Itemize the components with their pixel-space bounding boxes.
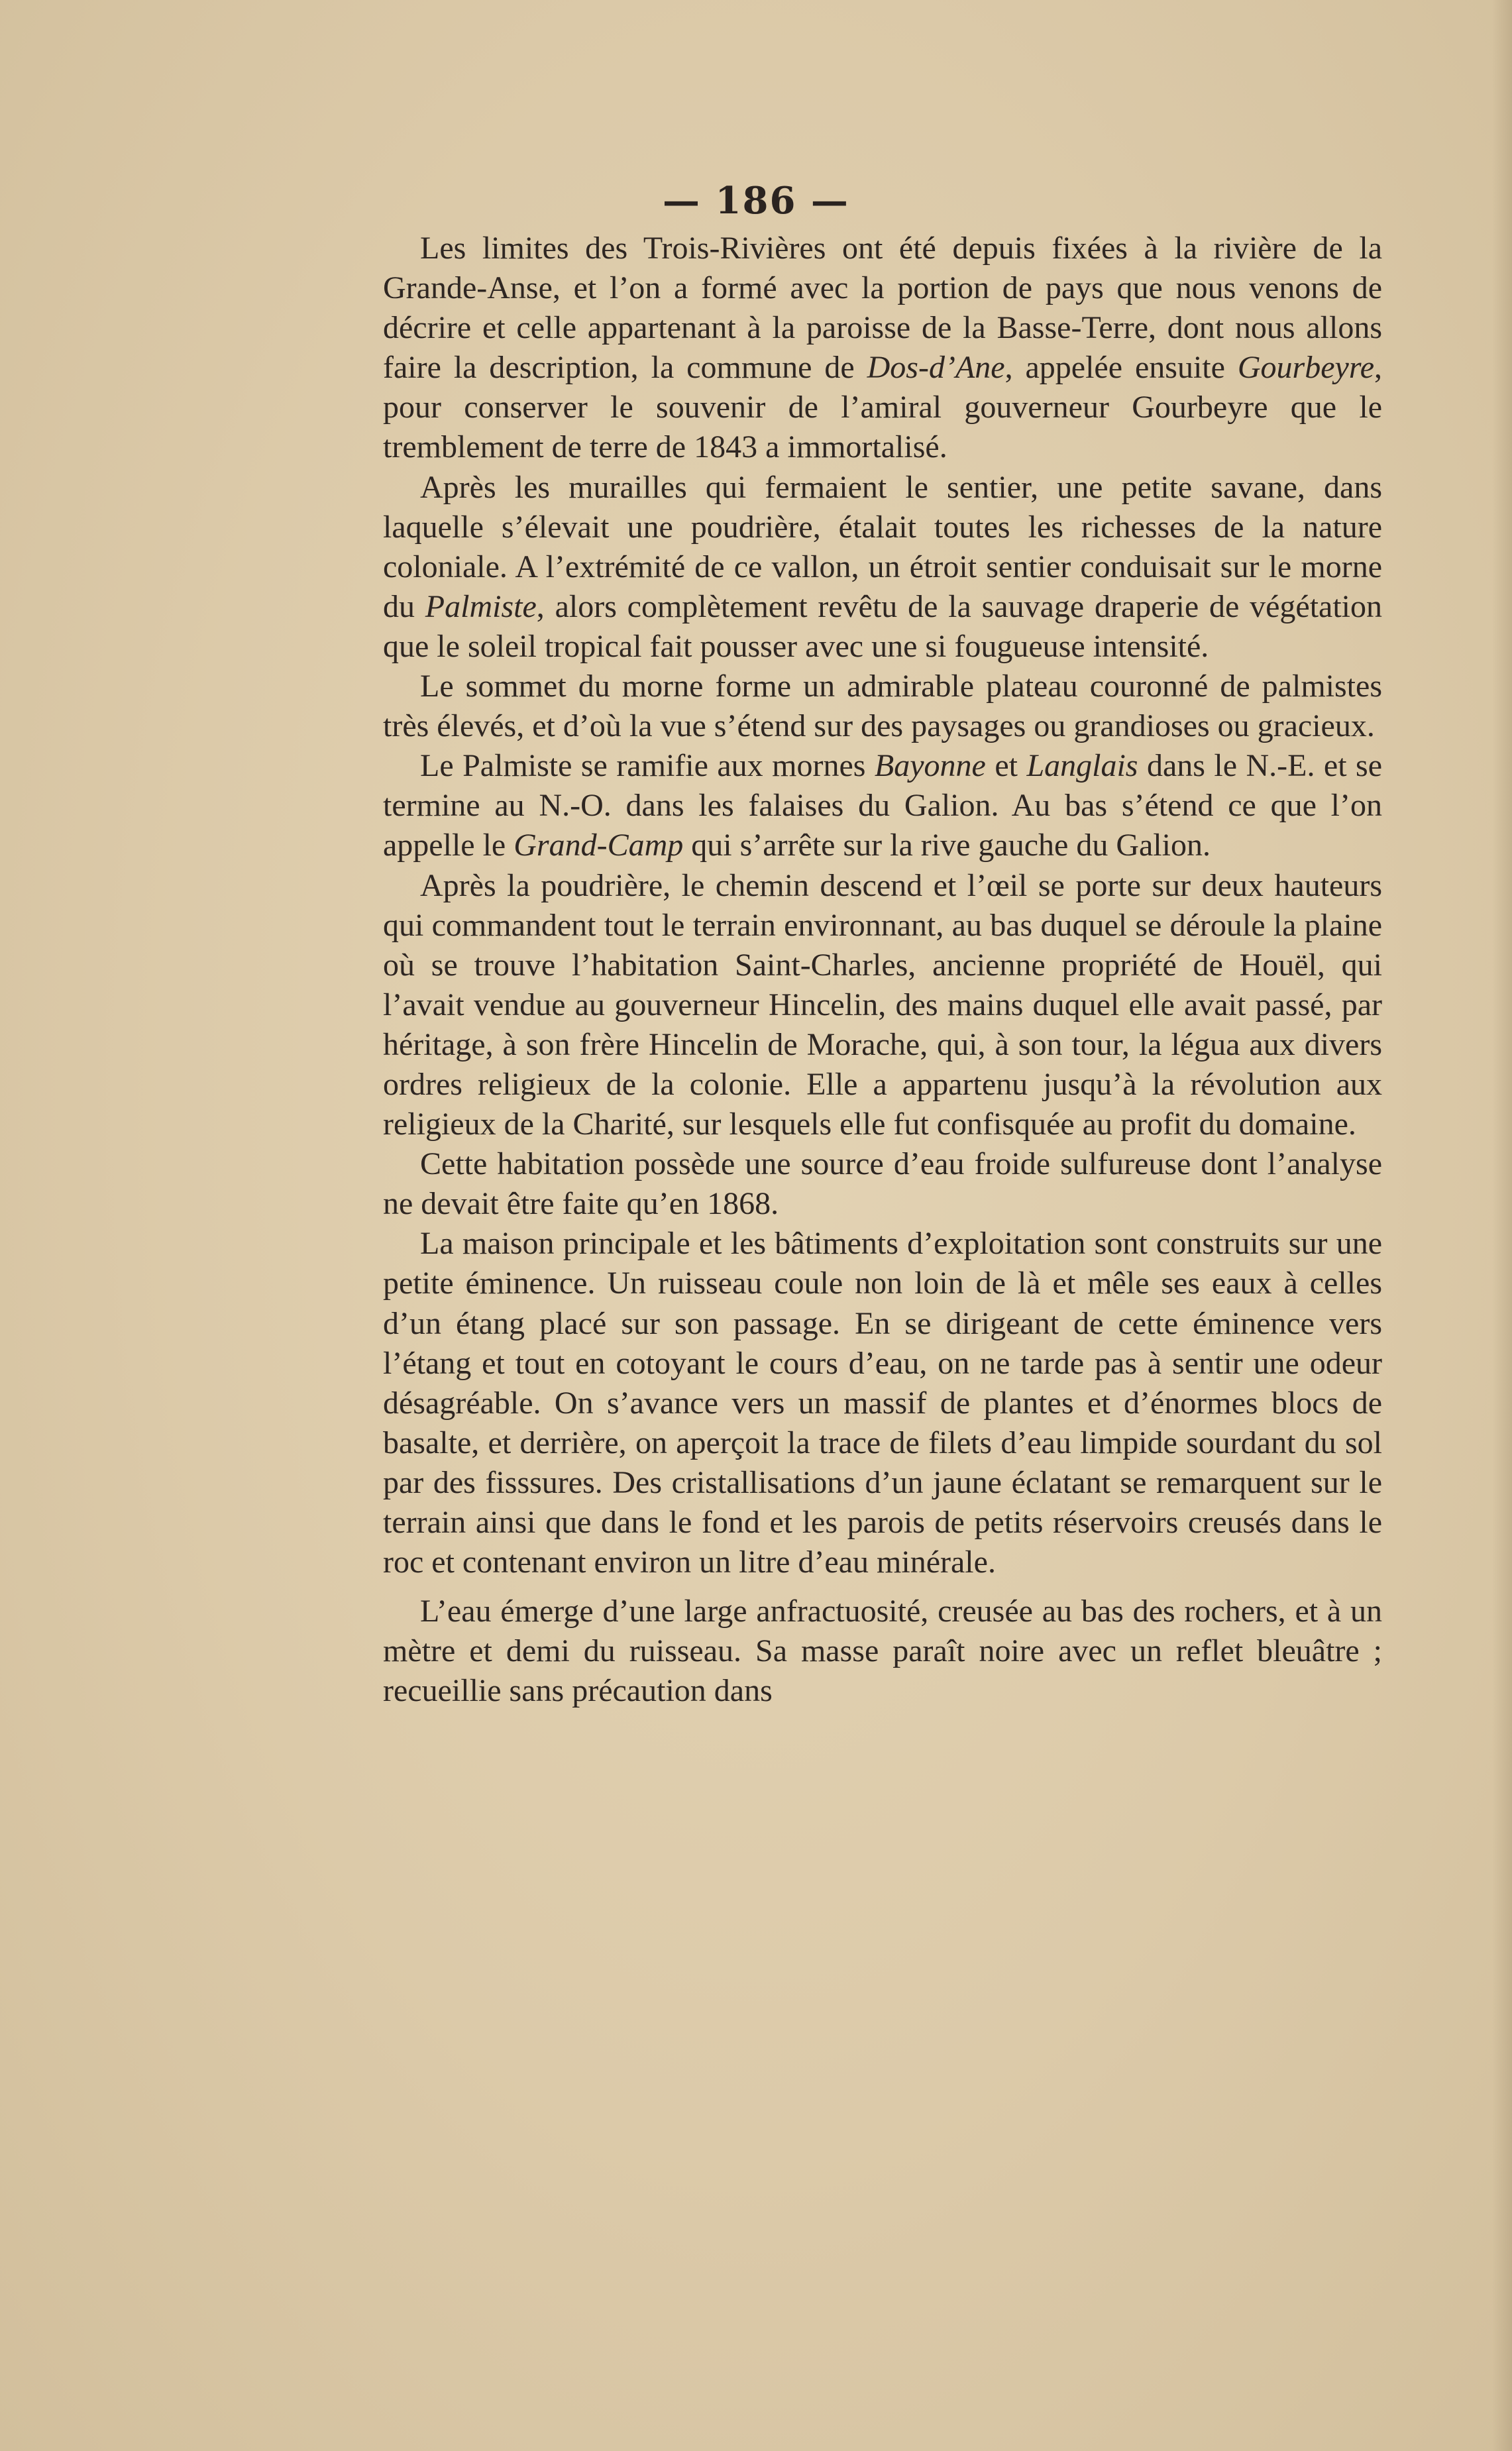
text-run: dans le N.-E. et se termine au N.-O. dans les falaises du Galion. Au bas s’étend ce que l’on appelle le [383,748,1383,863]
italic-term: Grand-Camp [513,828,684,863]
text-run: Cette habitation possède une source d’eau froide sulfureuse dont l’analyse ne devait être faite qu’en 1868. [383,1146,1382,1222]
text-run: L’eau émerge d’une large anfractuosité, creusée au bas des rochers, et à un mètre et demi du ruisseau. Sa masse paraît noire avec un reflet bleuâtre ; recueillie sans précaution dans [383,1594,1382,1709]
text-run: Le sommet du morne forme un admirable plateau couronné de palmistes très élevés, et d’où la vue s’étend sur des paysages ou grandioses ou gracieux. [383,669,1382,744]
paragraph [383,229,1382,468]
paragraph [383,746,1382,865]
text-run: et [985,748,1027,784]
text-run: qui s’arrête sur la rive gauche du Galion. [683,828,1211,863]
paragraph [383,468,1382,667]
paragraph [383,1592,1382,1711]
italic-term: Bayonne [874,748,986,784]
paragraph [383,1224,1382,1582]
text-run: , pour conserver le souvenir de l’amiral gouverneur Gourbeyre que le tremblement de terre de 1843 a immortalisé. [383,350,1383,465]
text-run: Après les murailles qui fermaient le sentier, une petite savane, dans laquelle s’élevait une poudrière, étalait toutes les richesses de la nature coloniale. A l’extrémité de ce vallon, un étroit sentier conduisait sur le morne du [383,469,1382,624]
paragraph [383,667,1382,746]
text-run: La maison principale et les bâtiments d’exploitation sont construits sur une petite éminence. Un ruisseau coule non loin de là et mêle ses eaux à celles d’un étang placé sur son passage. En se dirigeant de cette éminence vers l’étang et tout en cotoyant le cours d’eau, on ne tarde pas à sentir une odeur désagréable. On s’avance vers un massif de plantes et d’énormes blocs de basalte, et derrière, on aperçoit la trace de filets d’eau limpide sourdant du sol par des fisssures. Des cristallisations d’un jaune éclatant se remarquent sur le terrain ainsi que dans le fond et les parois de petits réservoirs creusés dans le roc et contenant environ un litre d’eau minérale. [383,1226,1382,1580]
text-run: Après la poudrière, le chemin descend et l’œil se porte sur deux hauteurs qui commandent tout le terrain environnant, au bas duquel se déroule la plaine où se trouve l’habitation Saint-Charles, ancienne propriété de Houël, qui l’avait vendue au gouverneur Hincelin, des mains duquel elle avait passé, par héritage, à son frère Hincelin de Morache, qui, à son tour, la légua aux divers ordres religieux de la colonie. Elle a appartenu jusqu’à la révolution aux religieux de la Charité, sur lesquels elle fut confisquée au profit du domaine. [383,867,1382,1142]
text-run: , appelée ensuite [1004,350,1238,386]
text-run: Les limites des Trois-Rivières ont été depuis fixées à la rivière de la Grande-Anse, et l’on a formé avec la portion de pays que nous venons de décrire et celle appartenant à la paroisse de la Basse-Terre, dont nous allons faire la description, la commune de [383,231,1382,386]
paragraph [383,1144,1382,1224]
paragraph [383,866,1382,1145]
text-run: , alors complètement revêtu de la sauvage draperie de végétation que le soleil tropical fait pousser avec une si fougueuse intensité. [383,588,1382,664]
page-edge-shadow [1492,0,1512,2451]
page-number: — 186 — [663,179,849,223]
italic-term: Dos-d’Ane [867,350,1005,386]
italic-term: Palmiste [425,588,537,624]
italic-term: Gourbeyre [1237,350,1375,386]
italic-term: Langlais [1026,748,1138,784]
body-text [383,229,1382,1711]
text-run: Le Palmiste se ramifie aux mornes [420,748,875,784]
